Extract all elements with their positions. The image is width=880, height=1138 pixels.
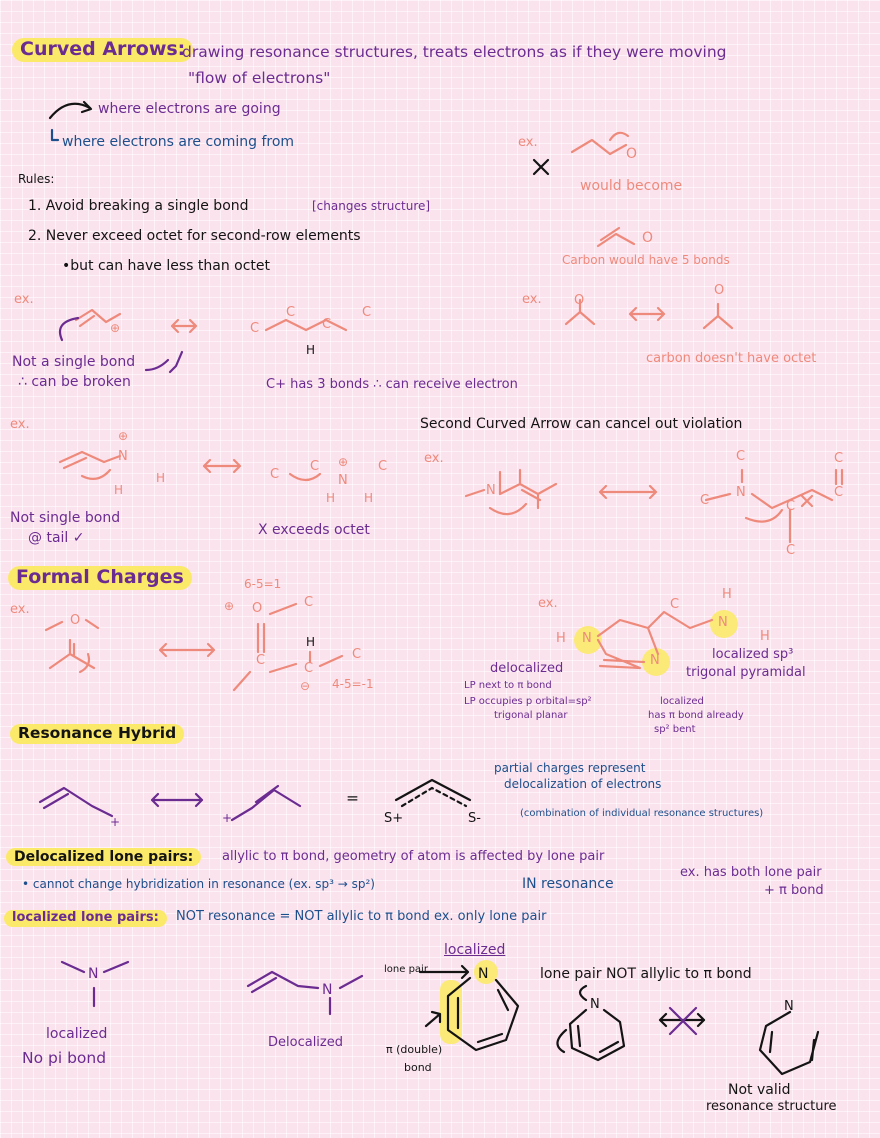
hybrid-sminus: S- xyxy=(468,811,481,826)
ring-n3: N xyxy=(718,615,728,630)
deloc-note-4: trigonal planar xyxy=(494,710,568,721)
pyridine-top-label: localized xyxy=(444,942,506,958)
deloc-text-5: + π bond xyxy=(764,883,824,898)
enamine-structure xyxy=(248,972,362,1014)
formal-c3: C xyxy=(304,661,314,676)
loc-lbl2: No pi bond xyxy=(22,1049,107,1067)
hybrid-plus-1: + xyxy=(110,815,121,829)
ex3-n1: N xyxy=(118,449,128,464)
ex4-c5: C xyxy=(834,485,844,500)
ex1-h: H xyxy=(306,343,316,357)
hybrid-note-3: (combination of individual resonance structures) xyxy=(520,808,764,819)
formal-plus: ⊕ xyxy=(224,599,235,613)
ex4-c3: C xyxy=(786,499,796,514)
ex3-h1: H xyxy=(114,483,124,497)
ex2-note: carbon doesn't have octet xyxy=(646,351,817,366)
top-ex-label: ex. xyxy=(518,135,538,150)
loc-note-3: sp² bent xyxy=(654,724,696,735)
nvalid-label-1: Not valid xyxy=(728,1082,791,1098)
loc-note-4: localized sp³ xyxy=(712,647,794,662)
ring-h2: H xyxy=(722,587,732,602)
ex1-plus: ⊕ xyxy=(110,321,121,335)
deloc-note-2: LP next to π bond xyxy=(464,680,552,691)
loc-lbl3: Delocalized xyxy=(268,1035,343,1050)
nvalid-n2: N xyxy=(784,999,794,1014)
ex3-plus2: ⊕ xyxy=(338,455,349,469)
ex3-h4: H xyxy=(364,491,374,505)
formal-calc2: 4-5=-1 xyxy=(332,677,374,691)
loc-note-1: localized xyxy=(660,696,704,707)
hybrid-note-2: delocalization of electrons xyxy=(504,777,662,791)
formal-c1: C xyxy=(304,595,314,610)
formal-h: H xyxy=(306,635,316,649)
pi-label-2: bond xyxy=(404,1061,432,1074)
deloc-text-4: ex. has both lone pair xyxy=(680,865,822,880)
ex4-title: Second Curved Arrow can cancel out violation xyxy=(420,416,743,432)
pyridine-3 xyxy=(760,1012,818,1074)
ex3-plus1: ⊕ xyxy=(118,429,129,443)
top-molecule xyxy=(572,140,626,154)
ex2-label: ex. xyxy=(522,292,542,307)
nvalid-title: lone pair NOT allylic to π bond xyxy=(540,966,752,982)
hybrid-note-1: partial charges represent xyxy=(494,761,646,775)
ring-h3: H xyxy=(760,629,770,644)
curved-definition: drawing resonance structures, treats electrons as if they were moving xyxy=(182,43,727,61)
loc-n2: N xyxy=(322,982,333,998)
ex3-c1: C xyxy=(270,467,280,482)
ex3-note1: Not single bond xyxy=(10,510,121,526)
ex4-label: ex. xyxy=(424,451,444,466)
loc-note-5: trigonal pyramidal xyxy=(686,665,806,680)
ex3-label: ex. xyxy=(10,417,30,432)
hybrid-plus-2: + xyxy=(222,811,233,825)
loc-lbl1: localized xyxy=(46,1026,108,1042)
hybrid-molecule-3 xyxy=(396,780,470,800)
ex3-h3: H xyxy=(326,491,336,505)
hybrid-splus: S+ xyxy=(384,811,404,826)
top-o-label: O xyxy=(626,146,638,162)
formal-ex-label: ex. xyxy=(10,602,30,617)
hybrid-equals: = xyxy=(346,789,359,807)
ex3-h2: H xyxy=(156,471,166,485)
ex2-o2: O xyxy=(714,283,725,298)
deloc-title: Delocalized lone pairs: xyxy=(6,848,201,866)
ex1-c1: C xyxy=(250,321,260,336)
pi-label-1: π (double) xyxy=(386,1043,443,1056)
carbon-5-bonds: Carbon would have 5 bonds xyxy=(562,253,730,267)
ex3-molecule xyxy=(60,452,120,468)
ring-n2: N xyxy=(650,653,660,668)
localized-text: NOT resonance = NOT allylic to π bond ex. only lone pair xyxy=(176,909,547,924)
ex4-c4: C xyxy=(786,543,796,558)
formal-calc1: 6-5=1 xyxy=(244,577,282,591)
deloc-note-3: LP occupies p orbital=sp² xyxy=(464,696,592,707)
ex1-note1: Not a single bond xyxy=(12,354,136,370)
curved-definition-2: "flow of electrons" xyxy=(188,69,331,87)
ex1-label: ex. xyxy=(14,292,34,307)
ex2-product xyxy=(704,304,732,328)
formal-title: Formal Charges xyxy=(8,566,192,590)
ring-c: C xyxy=(670,597,680,612)
formal-c4: C xyxy=(352,647,362,662)
formal-o2: O xyxy=(252,601,263,616)
going-text: where electrons are going xyxy=(98,101,281,117)
ex4-product xyxy=(706,470,842,542)
ex4-c2: C xyxy=(700,493,710,508)
loc-note-2: has π bond already xyxy=(648,710,744,721)
ex1-product xyxy=(266,320,346,330)
rule-1: 1. Avoid breaking a single bond xyxy=(28,198,249,214)
ring-n1: N xyxy=(582,631,592,646)
top-o2-label: O xyxy=(642,230,654,246)
ex3-c3: C xyxy=(378,459,388,474)
ex4-n1: N xyxy=(486,483,496,498)
lone-pair-label: lone pair xyxy=(384,964,428,975)
hybrid-molecule-1 xyxy=(40,788,112,816)
ring-h1: H xyxy=(556,631,566,646)
ex1-c2: C xyxy=(286,305,296,320)
ex3-note2: @ tail ✓ xyxy=(28,530,85,546)
ex1-c4: C xyxy=(362,305,372,320)
pyridine-n: N xyxy=(478,966,489,982)
deloc-text-3: IN resonance xyxy=(522,876,614,892)
would-become: would become xyxy=(580,178,683,194)
rule-2b: •but can have less than octet xyxy=(62,258,271,274)
ex2-o1: O xyxy=(574,293,585,308)
ex3-note3: X exceeds octet xyxy=(258,522,370,538)
coming-text: where electrons are coming from xyxy=(62,134,295,150)
ex4-molecule xyxy=(466,470,556,508)
pyridine-2 xyxy=(570,1010,624,1060)
deloc-text-2: • cannot change hybridization in resonance (ex. sp³ → sp²) xyxy=(22,877,375,891)
curved-arrows-title: Curved Arrows: xyxy=(12,38,193,62)
formal-product xyxy=(234,601,342,690)
ex3-n2: N xyxy=(338,473,348,488)
ex1-c3: C xyxy=(322,317,332,332)
ex1-note2: ∴ can be broken xyxy=(18,374,131,390)
nvalid-label-2: resonance structure xyxy=(706,1099,837,1114)
loc-n1: N xyxy=(88,966,99,982)
formal-minus: ⊖ xyxy=(300,679,311,693)
ex4-c6: C xyxy=(834,451,844,466)
ex4-c1: C xyxy=(736,449,746,464)
formal-o1: O xyxy=(70,613,81,628)
rule-1b: [changes structure] xyxy=(312,199,431,213)
rule-2: 2. Never exceed octet for second-row elements xyxy=(28,228,361,244)
deloc-text-1: allylic to π bond, geometry of atom is affected by lone pair xyxy=(222,849,605,864)
formal-c2: C xyxy=(256,653,266,668)
top-molecule-2 xyxy=(598,234,634,246)
deloc-note-1: delocalized xyxy=(490,661,564,676)
ex3-c2: C xyxy=(310,459,320,474)
ex1-note3: C+ has 3 bonds ∴ can receive electron xyxy=(266,377,518,392)
ex4-n2: N xyxy=(736,485,746,500)
formal-ex2-label: ex. xyxy=(538,596,558,611)
hybrid-molecule-2 xyxy=(232,786,300,820)
rules-label: Rules: xyxy=(18,172,55,186)
localized-title: localized lone pairs: xyxy=(4,910,167,927)
hybrid-title: Resonance Hybrid xyxy=(10,724,184,744)
nvalid-n1: N xyxy=(590,997,600,1012)
blue-hook-icon xyxy=(52,130,58,140)
